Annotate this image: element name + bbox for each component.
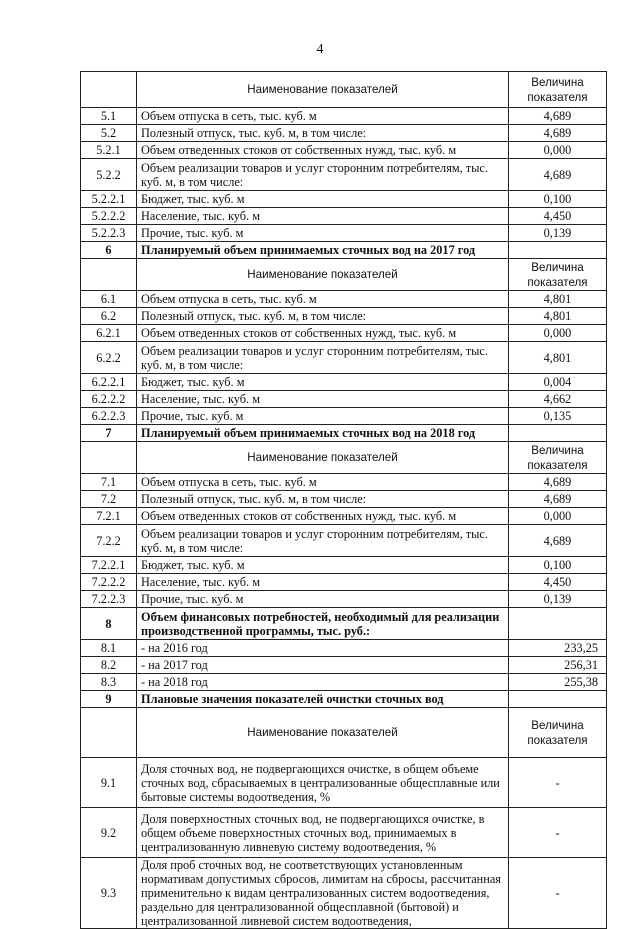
header-name-cell: Наименование показателей	[137, 259, 509, 291]
row-description: Прочие, тыс. куб. м	[137, 591, 509, 608]
table-row	[81, 142, 607, 159]
section-value-cell	[509, 242, 607, 259]
table-row	[81, 291, 607, 308]
row-number: 7.2.2.1	[81, 557, 137, 574]
row-number: 6.2.2.3	[81, 408, 137, 425]
table-row	[81, 474, 607, 491]
row-value: 4,801	[509, 291, 607, 308]
table-row	[81, 159, 607, 191]
row-description: Полезный отпуск, тыс. куб. м, в том числе:	[137, 308, 509, 325]
table-row	[81, 108, 607, 125]
section-value-cell	[509, 425, 607, 442]
header-number-cell	[81, 72, 137, 108]
row-description: Население, тыс. куб. м	[137, 574, 509, 591]
row-description: Объем отведенных стоков от собственных нужд, тыс. куб. м	[137, 508, 509, 525]
row-value: 4,801	[509, 308, 607, 325]
row-number: 9.1	[81, 758, 137, 808]
section-title: Объем финансовых потребностей, необходимый для реализации производственной программы, тыс. руб.:	[137, 608, 509, 640]
row-value: 4,689	[509, 159, 607, 191]
table-row	[81, 591, 607, 608]
row-number: 7.2	[81, 491, 137, 508]
row-value: 0,000	[509, 508, 607, 525]
table-row	[81, 208, 607, 225]
row-number: 5.2.2.2	[81, 208, 137, 225]
row-description: Объем реализации товаров и услуг сторонним потребителям, тыс. куб. м, в том числе:	[137, 525, 509, 557]
row-number: 8.2	[81, 657, 137, 674]
header-value-cell: Величина показателя	[509, 708, 607, 758]
table-row	[81, 657, 607, 674]
row-value: 0,135	[509, 408, 607, 425]
indicators-table	[80, 71, 607, 929]
table-row	[81, 325, 607, 342]
row-description: Бюджет, тыс. куб. м	[137, 374, 509, 391]
row-number: 5.2.2	[81, 159, 137, 191]
header-value-cell: Величина показателя	[509, 259, 607, 291]
row-number: 6.2.2.1	[81, 374, 137, 391]
table-row	[81, 342, 607, 374]
table-row	[81, 525, 607, 557]
row-description: Бюджет, тыс. куб. м	[137, 557, 509, 574]
table-row	[81, 858, 607, 929]
row-value: 4,689	[509, 474, 607, 491]
row-description: Объем отпуска в сеть, тыс. куб. м	[137, 291, 509, 308]
row-number: 6.2.2	[81, 342, 137, 374]
table-row	[81, 374, 607, 391]
row-number: 5.2.2.1	[81, 191, 137, 208]
row-number: 9.2	[81, 808, 137, 858]
row-number: 7.2.1	[81, 508, 137, 525]
row-number: 7.1	[81, 474, 137, 491]
table-header-row	[81, 259, 607, 291]
header-name-cell: Наименование показателей	[137, 72, 509, 108]
row-description: Полезный отпуск, тыс. куб. м, в том числе:	[137, 491, 509, 508]
row-value: 4,450	[509, 208, 607, 225]
table-row	[81, 391, 607, 408]
row-description: - на 2016 год	[137, 640, 509, 657]
header-value-cell: Величина показателя	[509, 72, 607, 108]
row-value: 256,31	[509, 657, 607, 674]
header-name-cell: Наименование показателей	[137, 442, 509, 474]
row-description: Население, тыс. куб. м	[137, 391, 509, 408]
row-value: 4,689	[509, 491, 607, 508]
row-description: Объем отведенных стоков от собственных нужд, тыс. куб. м	[137, 325, 509, 342]
section-value-cell	[509, 691, 607, 708]
row-number: 6.1	[81, 291, 137, 308]
section-number: 8	[81, 608, 137, 640]
table-row	[81, 674, 607, 691]
table-row	[81, 408, 607, 425]
row-number: 7.2.2.3	[81, 591, 137, 608]
row-number: 8.3	[81, 674, 137, 691]
row-number: 5.2.2.3	[81, 225, 137, 242]
table-row	[81, 225, 607, 242]
row-number: 8.1	[81, 640, 137, 657]
row-description: Объем отпуска в сеть, тыс. куб. м	[137, 474, 509, 491]
section-title: Планируемый объем принимаемых сточных вод на 2018 год	[137, 425, 509, 442]
row-value: 255,38	[509, 674, 607, 691]
section-row	[81, 425, 607, 442]
section-row	[81, 608, 607, 640]
row-value: 0,100	[509, 191, 607, 208]
section-row	[81, 691, 607, 708]
header-value-cell: Величина показателя	[509, 442, 607, 474]
row-value: 4,450	[509, 574, 607, 591]
row-number: 6.2.2.2	[81, 391, 137, 408]
table-row	[81, 308, 607, 325]
row-number: 5.2.1	[81, 142, 137, 159]
table-header-row	[81, 442, 607, 474]
table-header-row	[81, 72, 607, 108]
section-title: Плановые значения показателей очистки сточных вод	[137, 691, 509, 708]
row-value: 0,100	[509, 557, 607, 574]
row-number: 9.3	[81, 858, 137, 929]
header-number-cell	[81, 442, 137, 474]
row-number: 5.1	[81, 108, 137, 125]
table-row	[81, 808, 607, 858]
row-number: 6.2.1	[81, 325, 137, 342]
table-row	[81, 508, 607, 525]
row-description: - на 2018 год	[137, 674, 509, 691]
row-value: -	[509, 758, 607, 808]
row-description: Доля проб сточных вод, не соответствующих установленным нормативам допустимых сбросов, лимитам на сбросы, рассчитанная применительно к видам централизованных систем водоотведения, раздельно для централизованной общесплавной (бытовой) и централизованной ливневой систем водоотведения,	[137, 858, 509, 929]
section-number: 6	[81, 242, 137, 259]
table-header-row	[81, 708, 607, 758]
section-number: 7	[81, 425, 137, 442]
row-value: 233,25	[509, 640, 607, 657]
header-number-cell	[81, 708, 137, 758]
page-number: 4	[316, 42, 324, 57]
row-value: 4,689	[509, 108, 607, 125]
row-description: Объем отпуска в сеть, тыс. куб. м	[137, 108, 509, 125]
table-row	[81, 574, 607, 591]
table-row	[81, 640, 607, 657]
header-name-cell: Наименование показателей	[137, 708, 509, 758]
row-description: Объем реализации товаров и услуг сторонним потребителям, тыс. куб. м, в том числе:	[137, 342, 509, 374]
row-number: 5.2	[81, 125, 137, 142]
row-description: Население, тыс. куб. м	[137, 208, 509, 225]
row-value: -	[509, 808, 607, 858]
row-description: Прочие, тыс. куб. м	[137, 408, 509, 425]
row-value: 0,000	[509, 142, 607, 159]
row-description: Объем реализации товаров и услуг сторонним потребителям, тыс. куб. м, в том числе:	[137, 159, 509, 191]
row-value: 0,000	[509, 325, 607, 342]
row-number: 7.2.2	[81, 525, 137, 557]
section-number: 9	[81, 691, 137, 708]
row-description: Доля сточных вод, не подвергающихся очистке, в общем объеме сточных вод, сбрасываемых в централизованные общесплавные или бытовые системы водоотведения, %	[137, 758, 509, 808]
row-value: 0,139	[509, 591, 607, 608]
row-value: 4,801	[509, 342, 607, 374]
row-value: 0,139	[509, 225, 607, 242]
row-description: Бюджет, тыс. куб. м	[137, 191, 509, 208]
table-row	[81, 191, 607, 208]
section-value-cell	[509, 608, 607, 640]
row-description: Полезный отпуск, тыс. куб. м, в том числе:	[137, 125, 509, 142]
row-description: - на 2017 год	[137, 657, 509, 674]
row-value: 4,689	[509, 525, 607, 557]
table-row	[81, 758, 607, 808]
section-row	[81, 242, 607, 259]
row-value: -	[509, 858, 607, 929]
row-description: Доля поверхностных сточных вод, не подвергающихся очистке, в общем объеме поверхностных сточных вод, принимаемых в централизованную ливневую систему водоотведения, %	[137, 808, 509, 858]
header-number-cell	[81, 259, 137, 291]
row-value: 4,689	[509, 125, 607, 142]
row-description: Прочие, тыс. куб. м	[137, 225, 509, 242]
table-row	[81, 491, 607, 508]
table-row	[81, 557, 607, 574]
row-value: 0,004	[509, 374, 607, 391]
section-title: Планируемый объем принимаемых сточных вод на 2017 год	[137, 242, 509, 259]
row-description: Объем отведенных стоков от собственных нужд, тыс. куб. м	[137, 142, 509, 159]
row-number: 7.2.2.2	[81, 574, 137, 591]
table-row	[81, 125, 607, 142]
row-number: 6.2	[81, 308, 137, 325]
row-value: 4,662	[509, 391, 607, 408]
